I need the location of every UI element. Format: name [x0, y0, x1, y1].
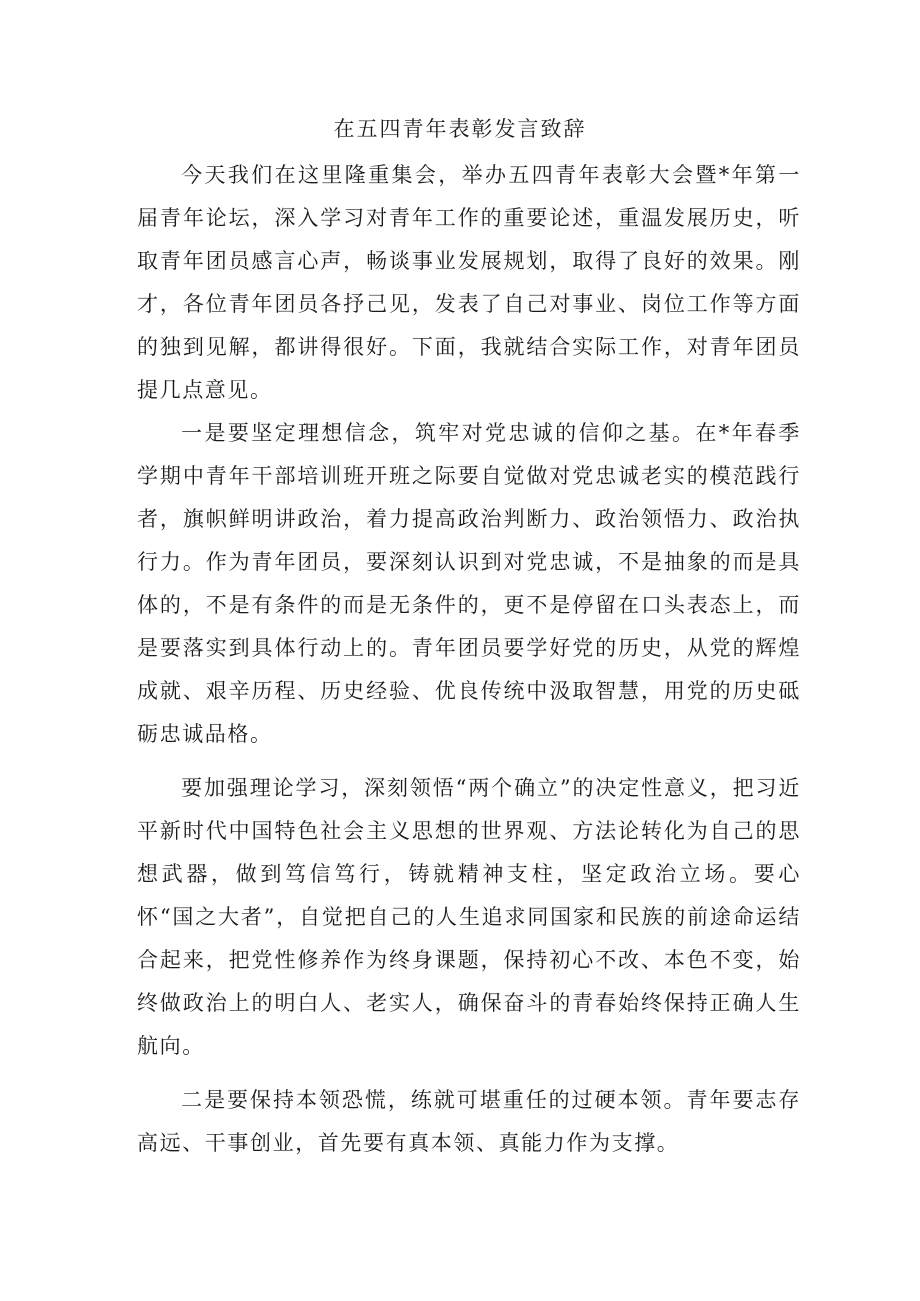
paragraph-point-two: 二是要保持本领恐慌，练就可堪重任的过硬本领。青年要志存高远、干事创业，首先要有真本领、真能力作为支撑。 — [137, 1088, 801, 1155]
paragraph-theory-study: 要加强理论学习，深刻领悟“两个确立”的决定性意义，把习近平新时代中国特色社会主义思想的世界观、方法论转化为自己的思想武器，做到笃信笃行，铸就精神支柱，坚定政治立场。要心怀“国之大者”，自觉把自己的人生追求同国家和民族的前途命运结合起来，把党性修养作为终身课题，保持初心不改、本色不变，始终做政治上的明白人、老实人，确保奋斗的青春始终保持正确人生航向。 — [137, 776, 801, 1058]
paragraph-point-one: 一是要坚定理想信念，筑牢对党忠诚的信仰之基。在*年春季学期中青年干部培训班开班之际要自觉做对党忠诚老实的模范践行者，旗帜鲜明讲政治，着力提高政治判断力、政治领悟力、政治执行力。作为青年团员，要深刻认识到对党忠诚，不是抽象的而是具体的，不是有条件的而是无条件的，更不是停留在口头表态上，而是要落实到具体行动上的。青年团员要学好党的历史，从党的辉煌成就、艰辛历程、历史经验、优良传统中汲取智慧，用党的历史砥砺忠诚品格。 — [137, 421, 801, 746]
paragraph-opening: 今天我们在这里隆重集会，举办五四青年表彰大会暨*年第一届青年论坛，深入学习对青年工作的重要论述，重温发展历史，听取青年团员感言心声，畅谈事业发展规划，取得了良好的效果。刚才，各位青年团员各抒己见，发表了自己对事业、岗位工作等方面的独到见解，都讲得很好。下面，我就结合实际工作，对青年团员提几点意见。 — [137, 163, 801, 402]
document-title: 在五四青年表彰发言致辞 — [333, 117, 587, 141]
document-body — [137, 154, 801, 1165]
